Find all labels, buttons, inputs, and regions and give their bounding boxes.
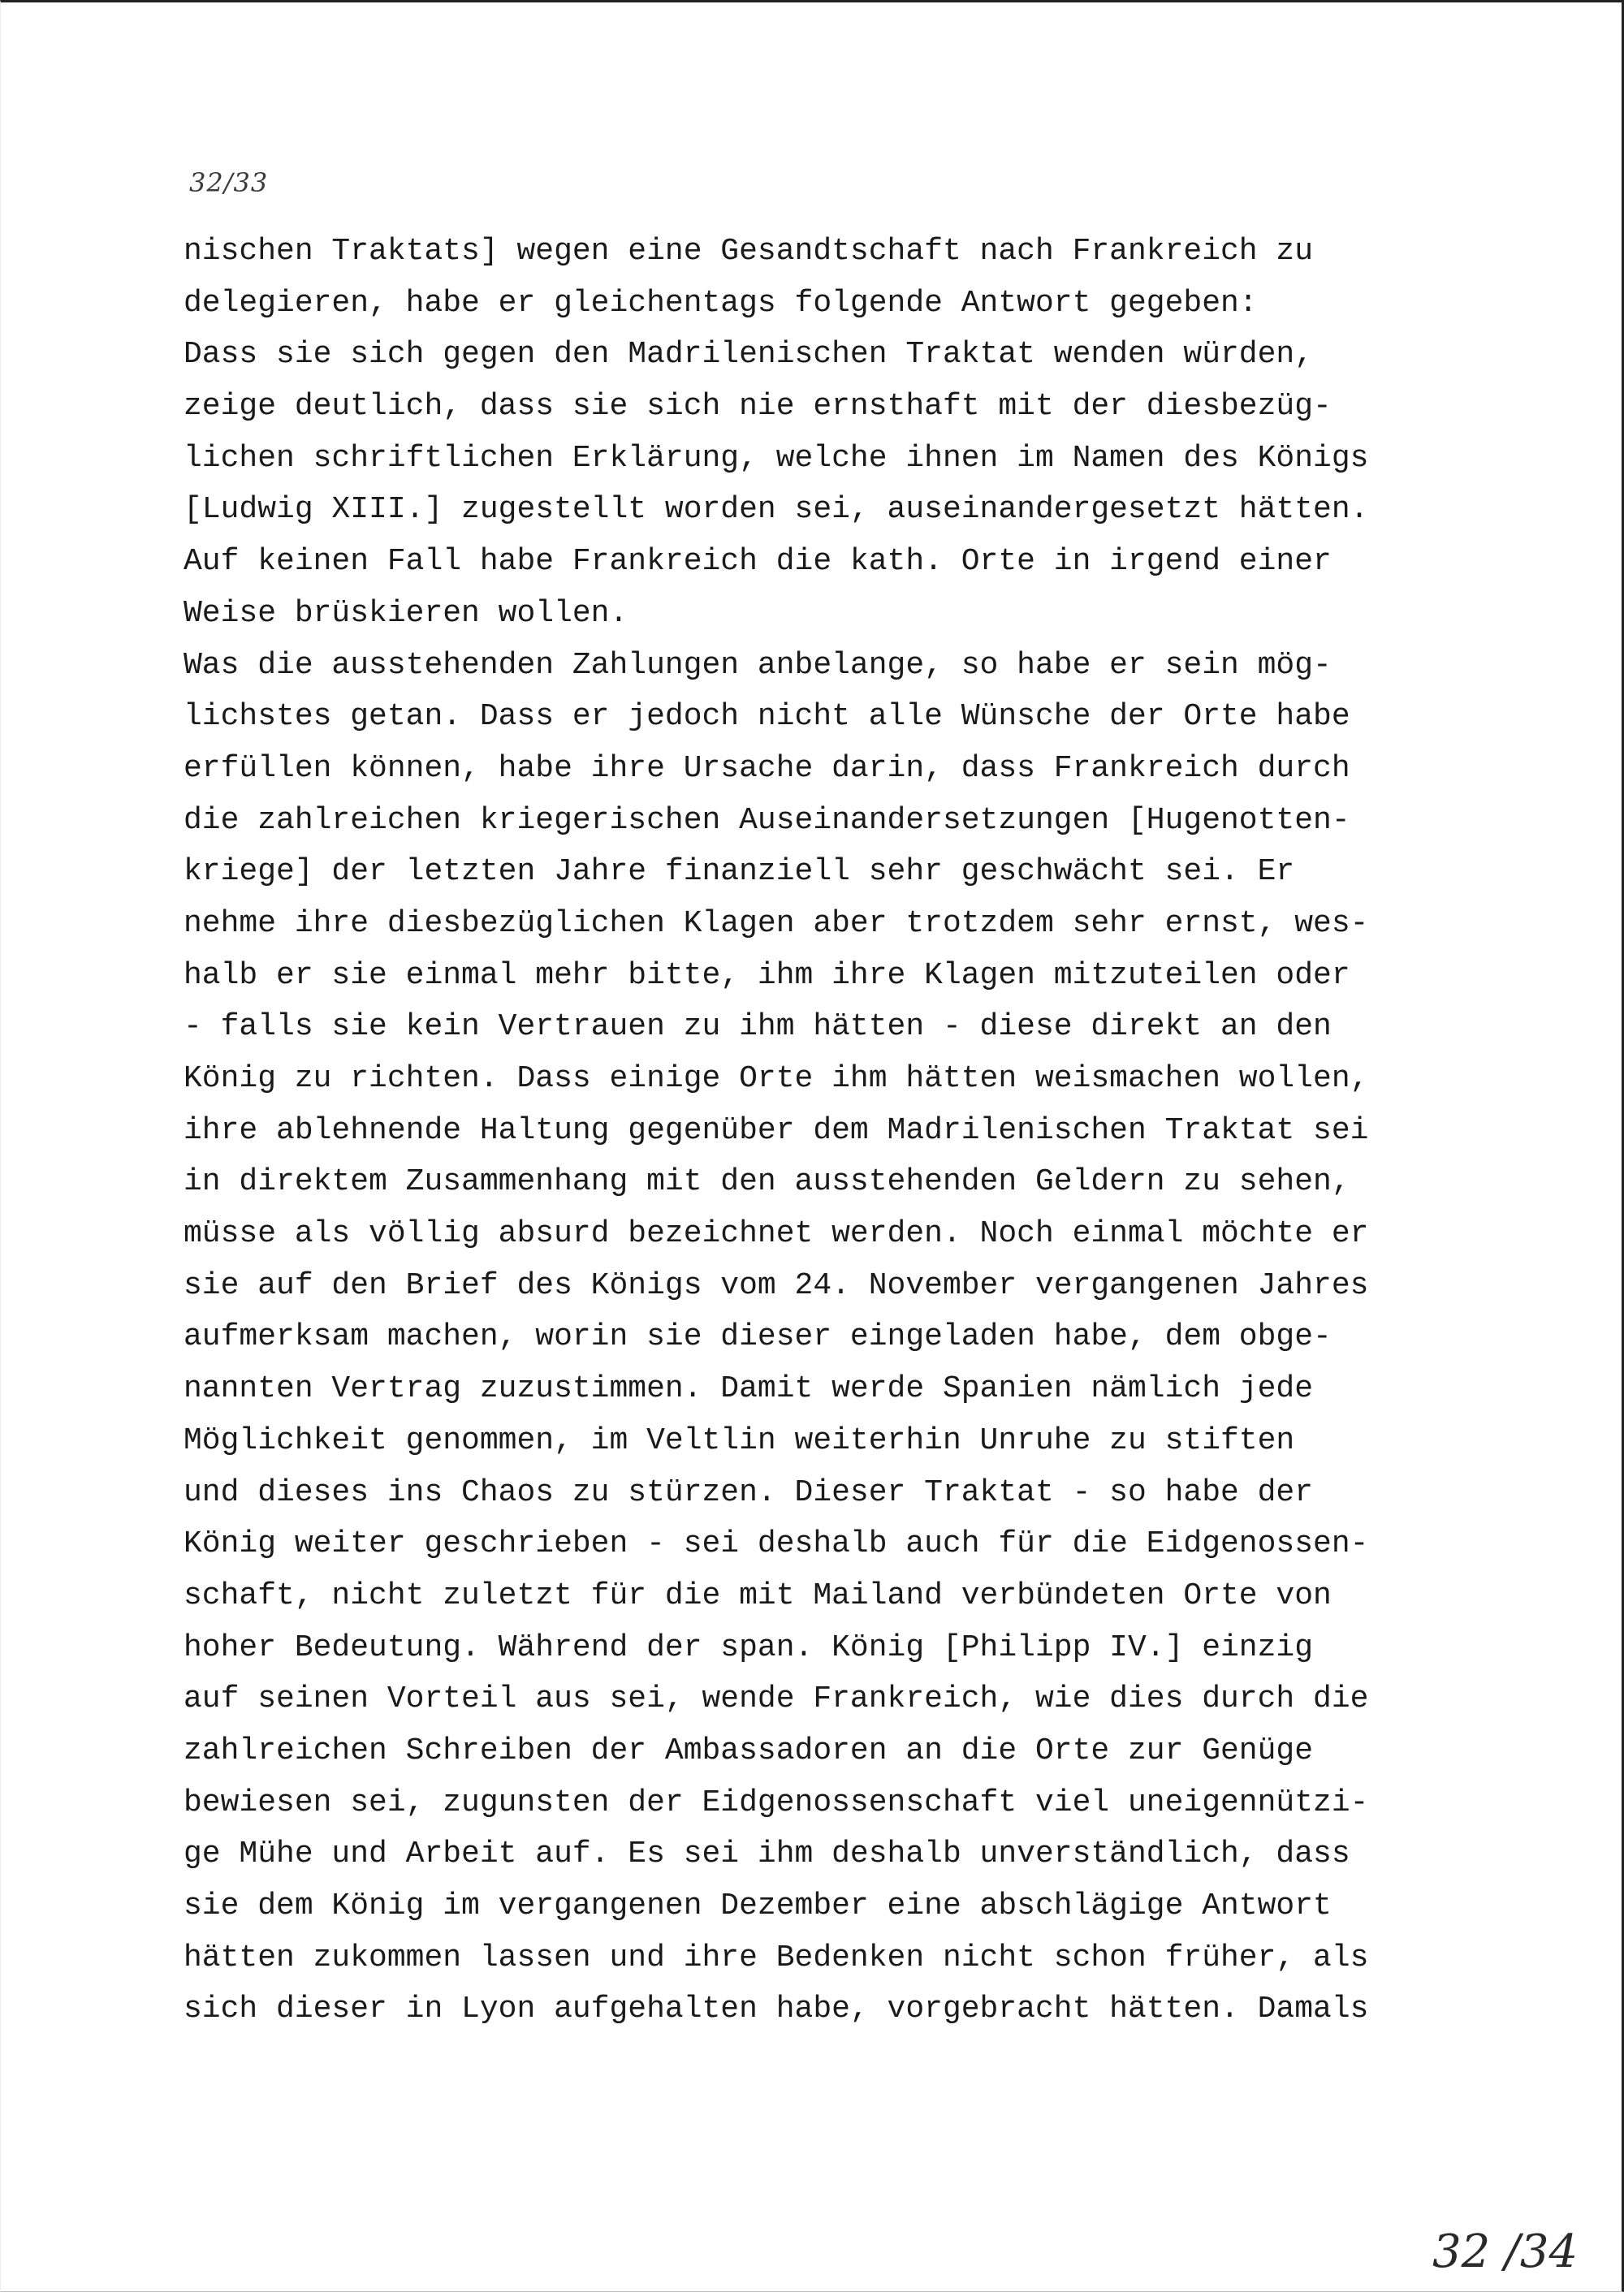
text-line: - falls sie kein Vertrauen zu ihm hätten - diese direkt an den <box>184 1009 1332 1045</box>
text-line: und dieses ins Chaos zu stürzen. Dieser Traktat - so habe der <box>184 1474 1314 1510</box>
text-line: König zu richten. Dass einige Orte ihm hätten weismachen wollen, <box>184 1061 1369 1096</box>
text-line: Dass sie sich gegen den Madrilenischen Traktat wenden würden, <box>184 337 1314 373</box>
text-line: auf seinen Vorteil aus sei, wende Frankreich, wie dies durch die <box>184 1681 1369 1717</box>
text-line: sie auf den Brief des Königs vom 24. November vergangenen Jahres <box>184 1267 1369 1303</box>
document-body <box>184 226 1450 2035</box>
text-line: nischen Traktats] wegen eine Gesandtschaft nach Frankreich zu <box>184 234 1314 269</box>
text-line: König weiter geschrieben - sei deshalb auch für die Eidgenossen- <box>184 1526 1369 1562</box>
text-line: halb er sie einmal mehr bitte, ihm ihre Klagen mitzuteilen oder <box>184 957 1350 993</box>
text-line: Auf keinen Fall habe Frankreich die kath. Orte in irgend einer <box>184 544 1332 580</box>
text-line: zeige deutlich, dass sie sich nie ernsthaft mit der diesbezüg- <box>184 389 1332 425</box>
text-line: [Ludwig XIII.] zugestellt worden sei, auseinandergesetzt hätten. <box>184 492 1369 528</box>
text-line: sich dieser in Lyon aufgehalten habe, vorgebracht hätten. Damals <box>184 1992 1369 2027</box>
text-line: Weise brüskieren wollen. <box>184 595 628 631</box>
text-line: lichen schriftlichen Erklärung, welche ihnen im Namen des Königs <box>184 440 1369 476</box>
text-line: hoher Bedeutung. Während der span. König [Philipp IV.] einzig <box>184 1629 1314 1665</box>
page-number-label: 32/33 <box>189 167 269 198</box>
text-line: in direktem Zusammenhang mit den ausstehenden Geldern zu sehen, <box>184 1164 1350 1200</box>
text-line: Was die ausstehenden Zahlungen anbelange, so habe er sein mög- <box>184 647 1332 683</box>
text-line: aufmerksam machen, worin sie dieser eingeladen habe, dem obge- <box>184 1319 1332 1355</box>
text-line: nannten Vertrag zuzustimmen. Damit werde Spanien nämlich jede <box>184 1371 1314 1407</box>
text-line: erfüllen können, habe ihre Ursache darin, dass Frankreich durch <box>184 750 1350 786</box>
text-line: nehme ihre diesbezüglichen Klagen aber trotzdem sehr ernst, wes- <box>184 905 1369 941</box>
text-line: lichstes getan. Dass er jedoch nicht alle Wünsche der Orte habe <box>184 699 1350 735</box>
text-line: müsse als völlig absurd bezeichnet werden. Noch einmal möchte er <box>184 1216 1369 1252</box>
text-line: hätten zukommen lassen und ihre Bedenken nicht schon früher, als <box>184 1940 1369 1975</box>
text-line: kriege] der letzten Jahre finanziell sehr geschwächt sei. Er <box>184 854 1295 890</box>
handwritten-number-text: 32 /34 <box>1432 2225 1579 2278</box>
text-line: delegieren, habe er gleichentags folgende Antwort gegeben: <box>184 285 1258 321</box>
text-line: die zahlreichen kriegerischen Auseinandersetzungen [Hugenotten- <box>184 802 1350 838</box>
text-line: Möglichkeit genommen, im Veltlin weiterhin Unruhe zu stiften <box>184 1422 1295 1458</box>
text-line: ge Mühe und Arbeit auf. Es sei ihm deshalb unverständlich, dass <box>184 1837 1350 1872</box>
text-line: schaft, nicht zuletzt für die mit Mailand verbündeten Orte von <box>184 1578 1332 1613</box>
text-line: zahlreichen Schreiben der Ambassadoren an die Orte zur Genüge <box>184 1733 1314 1768</box>
handwritten-page-number <box>1429 2192 1608 2281</box>
handwritten-number-drawing <box>1429 2192 1608 2281</box>
text-line: ihre ablehnende Haltung gegenüber dem Madrilenischen Traktat sei <box>184 1112 1369 1148</box>
text-line: sie dem König im vergangenen Dezember eine abschlägige Antwort <box>184 1888 1332 1923</box>
text-line: bewiesen sei, zugunsten der Eidgenossenschaft viel uneigennützi- <box>184 1785 1369 1820</box>
